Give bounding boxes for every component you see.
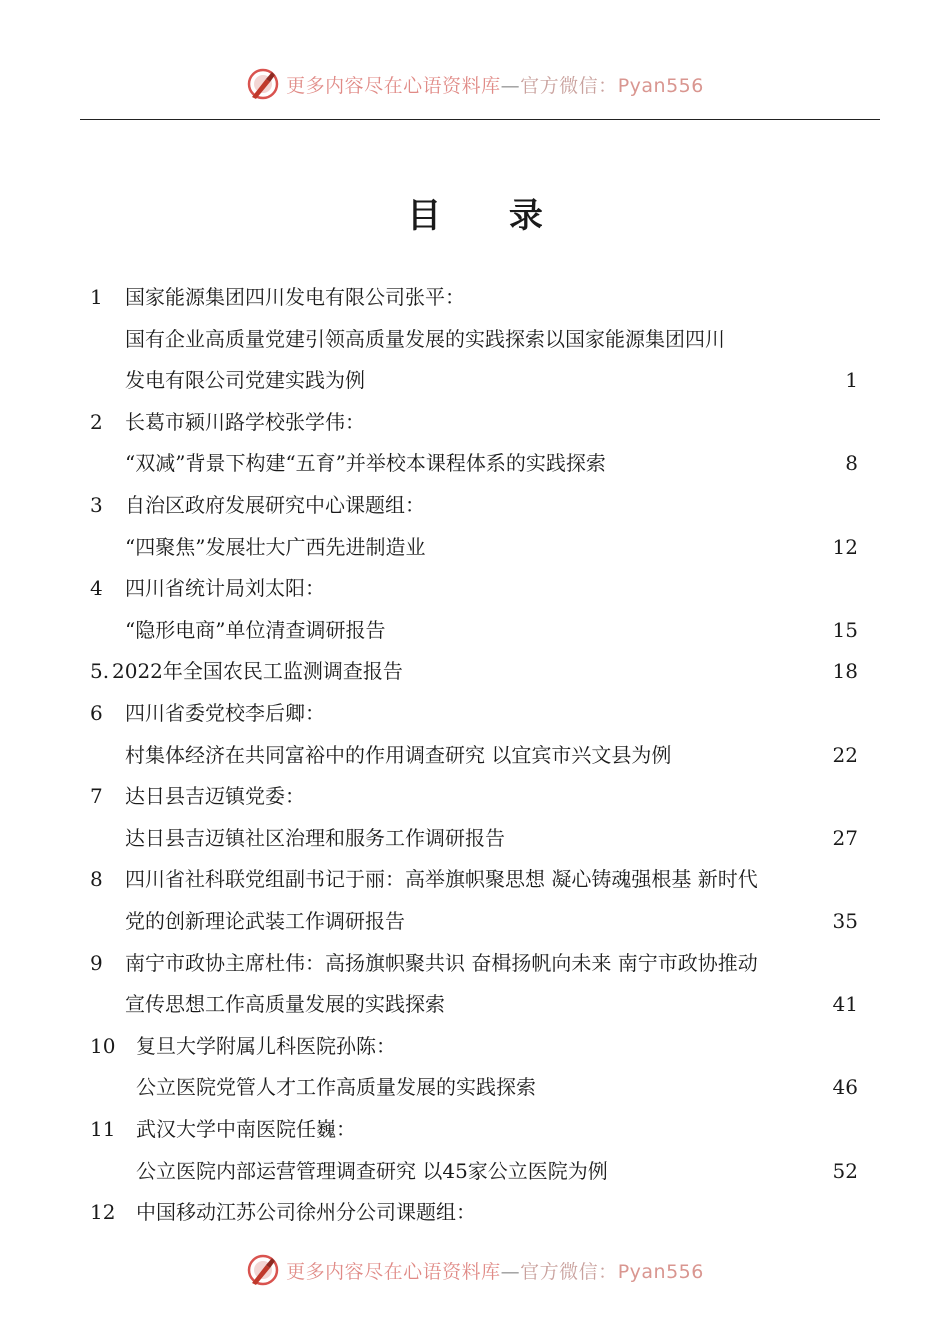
toc-entry-heading	[0, 282, 950, 312]
toc-entry-number: 9	[90, 950, 103, 975]
toc-entry-number: 8	[90, 867, 103, 892]
toc-entry-subtitle	[0, 989, 950, 1019]
toc-entry-heading	[0, 1031, 950, 1061]
toc-entry-subtitle	[0, 365, 950, 395]
toc-entry-subtitle	[0, 740, 950, 770]
toc-entry-heading	[0, 948, 950, 978]
toc-entry-subtitle	[0, 448, 950, 478]
toc-entry-number: 3	[90, 493, 103, 517]
toc-entry-number: 1	[90, 285, 103, 309]
page-title: 目 录	[407, 196, 571, 236]
toc-entry-author: 中国移动江苏公司徐州分公司课题组：	[136, 1200, 476, 1225]
toc-entry-page-number: 12	[832, 534, 858, 559]
toc-entry-author: 四川省统计局刘太阳：	[125, 576, 325, 601]
watermark-contact-label: 官方微信：	[520, 74, 618, 97]
toc-entry-page-number: 22	[832, 742, 858, 767]
watermark-dash: —	[500, 74, 521, 97]
toc-entry-heading	[0, 1114, 950, 1144]
toc-entry-title: “隐形电商”单位清查调研报告	[125, 617, 386, 642]
toc-entry-title: 公立医院党管人才工作高质量发展的实践探索	[136, 1075, 536, 1100]
toc-entry-number: 5.	[90, 659, 110, 684]
toc-entry-number: 2	[90, 409, 103, 434]
toc-entry-number: 4	[90, 576, 103, 601]
toc-entry-author: 武汉大学中南医院任巍：	[136, 1117, 356, 1141]
watermark-wechat-id: Pyan556	[617, 74, 704, 97]
toc-entry-page-number: 18	[832, 659, 858, 684]
toc-entry-title: “四聚焦”发展壮大广西先进制造业	[125, 534, 426, 559]
toc-entry-title: 国有企业高质量党建引领高质量发展的实践探索以国家能源集团四川	[125, 326, 725, 351]
toc-entry-number: 10	[90, 1033, 116, 1058]
toc-entry-author: 自治区政府发展研究中心课题组：	[125, 493, 425, 517]
header-divider	[80, 119, 880, 120]
toc-entry-author: 国家能源集团四川发电有限公司张平：	[125, 285, 465, 309]
toc-entry-title: 宣传思想工作高质量发展的实践探索	[125, 992, 445, 1017]
watermark-main-text: 更多内容尽在心语资料库	[286, 1260, 501, 1283]
watermark-wechat-id: Pyan556	[617, 1260, 704, 1283]
watermark-main-text: 更多内容尽在心语资料库	[286, 74, 501, 97]
toc-entry-number: 12	[90, 1200, 116, 1225]
toc-entry-page-number: 35	[832, 909, 858, 933]
toc-entry-heading	[0, 1197, 950, 1227]
toc-entry-page-number: 15	[832, 617, 858, 642]
toc-entry-subtitle	[0, 1156, 950, 1186]
toc-entry-author: 达日县吉迈镇党委：	[125, 784, 305, 809]
toc-entry-page-number: 1	[845, 368, 858, 393]
pen-logo-icon	[246, 1253, 280, 1287]
toc-entry-subtitle	[0, 615, 950, 645]
header-watermark	[0, 64, 950, 104]
watermark-contact-label: 官方微信：	[520, 1260, 618, 1283]
pen-logo-icon	[246, 67, 280, 101]
toc-entry-author: 四川省社科联党组副书记于丽：高举旗帜聚思想 凝心铸魂强根基 新时代	[125, 867, 758, 892]
toc-entry-heading	[0, 698, 950, 728]
toc-entry-heading	[0, 656, 950, 686]
toc-entry-heading	[0, 573, 950, 603]
toc-entry-page-number: 27	[832, 825, 858, 850]
toc-entry-title: 公立医院内部运营管理调查研究 以45家公立医院为例	[136, 1158, 608, 1183]
watermark-dash: —	[500, 1260, 521, 1283]
toc-entry-author: 南宁市政协主席杜伟：高扬旗帜聚共识 奋楫扬帆向未来 南宁市政协推动	[125, 950, 758, 975]
footer-watermark	[0, 1250, 950, 1290]
toc-entry-page-number: 8	[845, 451, 858, 476]
toc-entry-number: 6	[90, 701, 103, 725]
toc-entry-author: 2022年全国农民工监测调查报告	[112, 659, 403, 684]
toc-entry-title: 发电有限公司党建实践为例	[125, 368, 365, 393]
toc-entry-number: 11	[90, 1117, 116, 1141]
toc-entry-heading	[0, 490, 950, 520]
toc-entry-subtitle	[0, 324, 950, 354]
toc-entry-page-number: 52	[832, 1158, 858, 1183]
toc-entry-subtitle	[0, 906, 950, 936]
toc-entry-title: 达日县吉迈镇社区治理和服务工作调研报告	[125, 825, 505, 850]
toc-entry-title: 党的创新理论武装工作调研报告	[125, 909, 405, 933]
toc-entry-title: 村集体经济在共同富裕中的作用调查研究 以宜宾市兴文县为例	[125, 742, 672, 767]
toc-entry-heading	[0, 407, 950, 437]
toc-entry-author: 四川省委党校李后卿：	[125, 701, 325, 725]
toc-entry-subtitle	[0, 1072, 950, 1102]
toc-entry-subtitle	[0, 532, 950, 562]
toc-entry-title: “双减”背景下构建“五育”并举校本课程体系的实践探索	[125, 451, 606, 476]
toc-entry-number: 7	[90, 784, 103, 809]
toc-entry-author: 复旦大学附属儿科医院孙陈：	[136, 1033, 396, 1058]
toc-entry-heading	[0, 781, 950, 811]
toc-entry-author: 长葛市颍川路学校张学伟：	[125, 409, 365, 434]
toc-entry-page-number: 46	[832, 1075, 858, 1100]
toc-entry-page-number: 41	[832, 992, 858, 1017]
toc-entry-heading	[0, 864, 950, 894]
toc-entry-subtitle	[0, 823, 950, 853]
